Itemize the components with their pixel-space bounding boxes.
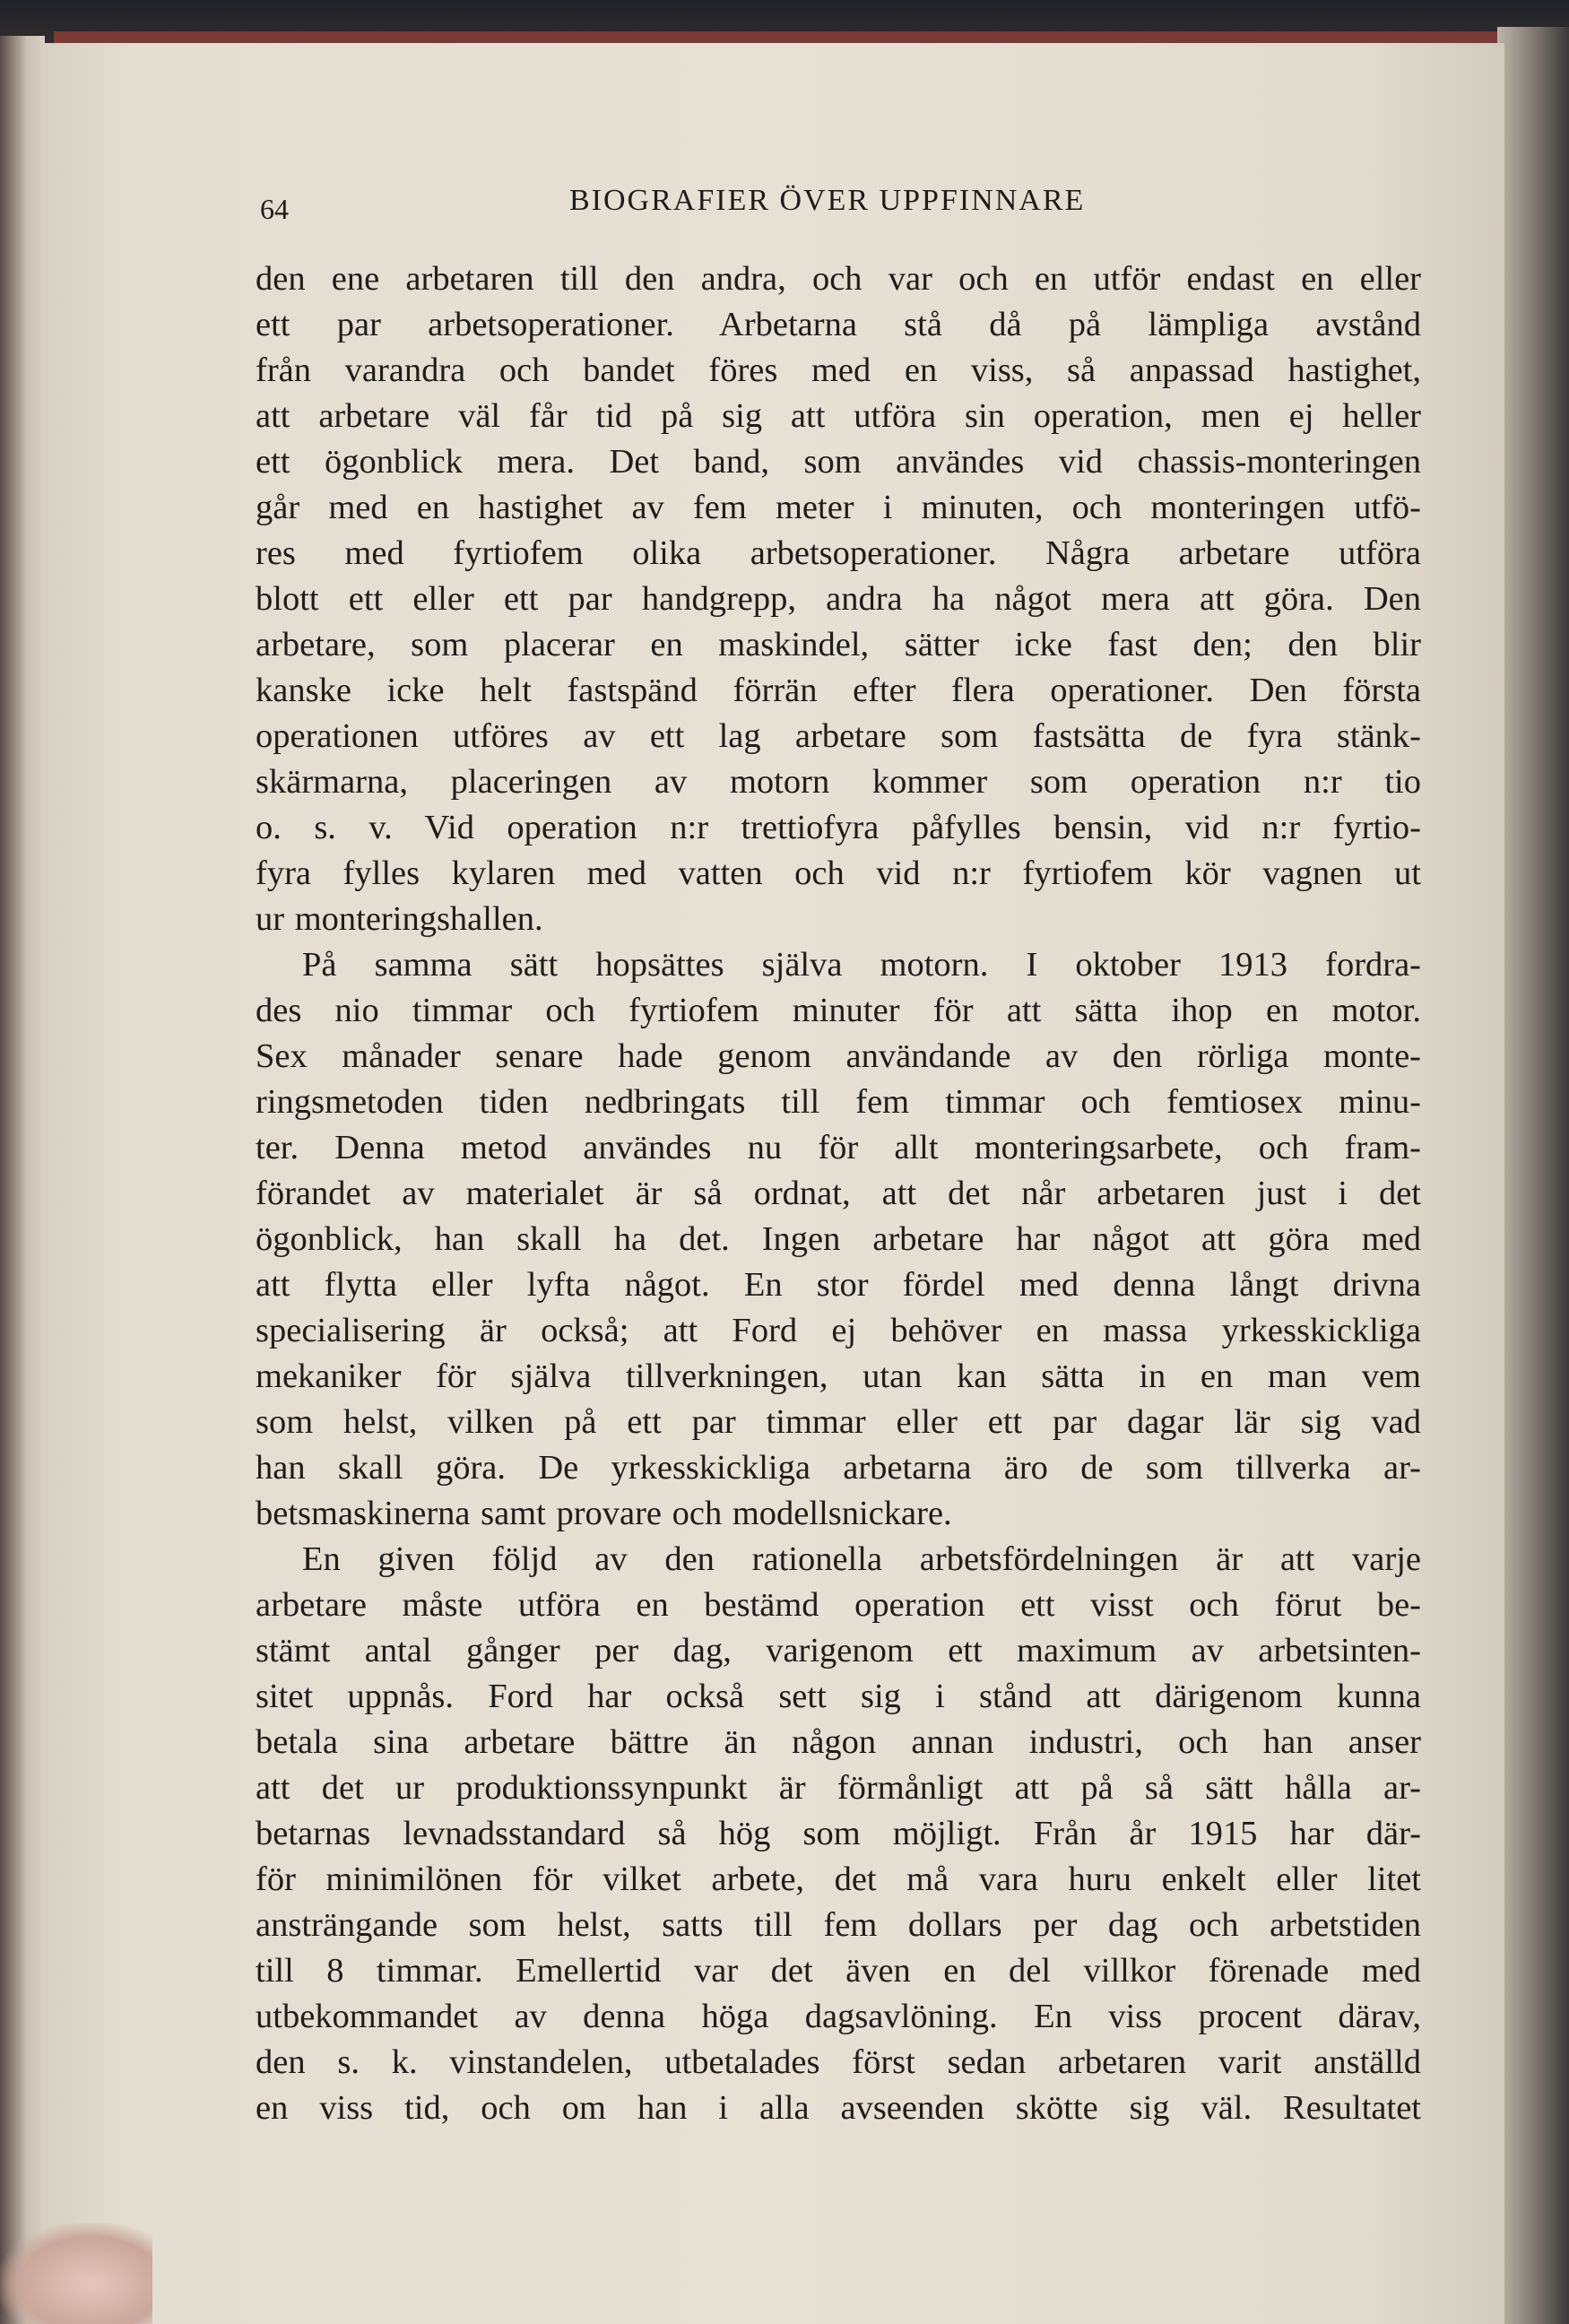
text-line: från varandra och bandet föres med en viss, så anpassad hastighet, [256, 351, 1421, 389]
thumb [0, 2224, 152, 2324]
text-line: kanske icke helt fastspänd förrän efter flera operationer. Den första [256, 672, 1421, 709]
text-line: ur monteringshallen. [256, 900, 543, 938]
body-text [256, 256, 1421, 2131]
text-line: fyra fylles kylaren med vatten och vid n:r fyrtiofem kör vagnen ut [256, 854, 1421, 892]
book-spine [0, 36, 45, 2324]
text-line: res med fyrtiofem olika arbetsoperationer. Några arbetare utföra [256, 534, 1421, 572]
page-number: 64 [260, 193, 289, 225]
running-head: BIOGRAFIER ÖVER UPPFINNARE [569, 184, 1086, 217]
text-line: Sex månader senare hade genom användande av den rörliga monte- [256, 1037, 1421, 1075]
text-line: arbetare måste utföra en bestämd operation ett visst och förut be- [256, 1586, 1421, 1624]
text-line: som helst, vilken på ett par timmar eller ett par dagar lär sig vad [256, 1403, 1421, 1441]
text-line: operationen utföres av ett lag arbetare som fastsätta de fyra stänk- [256, 717, 1421, 755]
text-line: En given följd av den rationella arbetsfördelningen är att varje [302, 1540, 1421, 1578]
text-line: den s. k. vinstandelen, utbetalades först sedan arbetaren varit anställd [256, 2043, 1421, 2081]
text-line: specialisering är också; att Ford ej behöver en massa yrkesskickliga [256, 1312, 1421, 1349]
text-line: ett par arbetsoperationer. Arbetarna stå då på lämpliga avstånd [256, 306, 1421, 343]
text-line: På samma sätt hopsättes själva motorn. I oktober 1913 fordra- [302, 946, 1421, 984]
text-line: arbetare, som placerar en maskindel, sätter icke fast den; den blir [256, 626, 1421, 663]
text-line: till 8 timmar. Emellertid var det även en del villkor förenade med [256, 1952, 1421, 1990]
text-line: blott ett eller ett par handgrepp, andra ha något mera att göra. Den [256, 580, 1421, 618]
text-line: han skall göra. De yrkesskickliga arbetarna äro de som tillverka ar- [256, 1449, 1421, 1487]
text-line: skärmarna, placeringen av motorn kommer som operation n:r tio [256, 763, 1421, 801]
text-line: o. s. v. Vid operation n:r trettiofyra påfylles bensin, vid n:r fyrtio- [256, 809, 1421, 846]
text-line: den ene arbetaren till den andra, och var och en utför endast en eller [256, 260, 1421, 298]
text-line: att det ur produktionssynpunkt är förmånligt att på så sätt hålla ar- [256, 1769, 1421, 1807]
text-line: ett ögonblick mera. Det band, som användes vid chassis-monteringen [256, 443, 1421, 481]
text-line: ansträngande som helst, satts till fem dollars per dag och arbetstiden [256, 1906, 1421, 1944]
text-line: mekaniker för själva tillverkningen, utan kan sätta in en man vem [256, 1357, 1421, 1395]
text-line: utbekommandet av denna höga dagsavlöning. En viss procent därav, [256, 1998, 1421, 2035]
text-line: ringsmetoden tiden nedbringats till fem timmar och femtiosex minu- [256, 1083, 1421, 1121]
text-line: för minimilönen för vilket arbete, det må vara huru enkelt eller litet [256, 1860, 1421, 1898]
text-line: att flytta eller lyfta något. En stor fördel med denna långt drivna [256, 1266, 1421, 1304]
text-line: en viss tid, och om han i alla avseenden skötte sig väl. Resultatet [256, 2089, 1421, 2127]
text-line: ögonblick, han skall ha det. Ingen arbetare har något att göra med [256, 1220, 1421, 1258]
text-line: betarnas levnadsstandard så hög som möjligt. Från år 1915 har där- [256, 1815, 1421, 1852]
text-line: betala sina arbetare bättre än någon annan industri, och han anser [256, 1723, 1421, 1761]
text-line: ter. Denna metod användes nu för allt monteringsarbete, och fram- [256, 1129, 1421, 1166]
text-line: betsmaskinerna samt provare och modellsnickare. [256, 1495, 952, 1532]
text-line: förandet av materialet är så ordnat, att det når arbetaren just i det [256, 1175, 1421, 1212]
text-line: stämt antal gånger per dag, varigenom ett maximum av arbetsinten- [256, 1632, 1421, 1669]
text-line: sitet uppnås. Ford har också sett sig i stånd att därigenom kunna [256, 1678, 1421, 1715]
page-header [260, 184, 1426, 238]
text-line: går med en hastighet av fem meter i minuten, och monteringen utfö- [256, 489, 1421, 526]
book-page-edges [1497, 27, 1569, 2324]
text-line: att arbetare väl får tid på sig att utföra sin operation, men ej heller [256, 397, 1421, 435]
text-line: des nio timmar och fyrtiofem minuter för att sätta ihop en motor. [256, 992, 1421, 1029]
